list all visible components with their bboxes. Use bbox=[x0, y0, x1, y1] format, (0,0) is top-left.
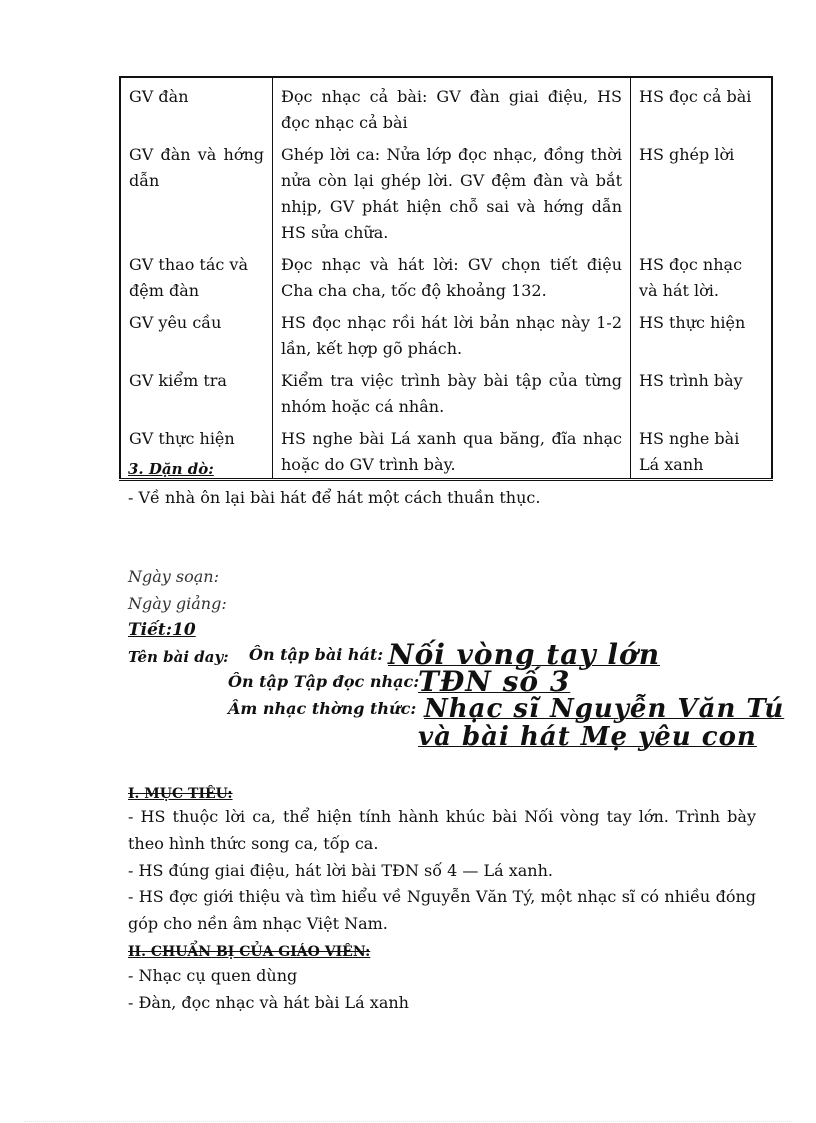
teacher-cell: GV đàn bbox=[120, 77, 273, 136]
student-cell: HS trình bày bbox=[631, 362, 773, 420]
teacher-cell bbox=[120, 136, 273, 246]
dan-do-text: - Về nhà ôn lại bài hát để hát một cách thuần thục. bbox=[128, 488, 541, 507]
music-appreciation-label: Âm nhạc thờng thức: bbox=[228, 699, 417, 718]
table-row bbox=[120, 362, 772, 420]
student-cell: HS ghép lời bbox=[631, 136, 773, 246]
activity-cell: HS nghe bài Lá xanh qua băng, đĩa nhạc hoặc do GV trình bày. bbox=[273, 420, 631, 480]
lesson-number: Tiết:10 bbox=[128, 620, 196, 640]
teacher-cell: GV yêu cầu bbox=[120, 304, 273, 362]
activity-cell: Đọc nhạc và hát lời: GV chọn tiết điệu Cha cha cha, tốc độ khoảng 132. bbox=[273, 246, 631, 304]
table-row bbox=[120, 77, 772, 136]
ngay-soan-label: Ngày soạn: bbox=[128, 567, 219, 586]
activity-cell: HS đọc nhạc rồi hát lời bản nhạc này 1-2 lần, kết hợp gõ phách. bbox=[273, 304, 631, 362]
activity-cell: Đọc nhạc cả bài: GV đàn giai điệu, HS đọc nhạc cả bài bbox=[273, 77, 631, 136]
table-row bbox=[120, 136, 772, 246]
table-row bbox=[120, 420, 772, 480]
page-bottom-rule bbox=[24, 1121, 792, 1122]
table-row bbox=[120, 246, 772, 304]
review-tdn-title: TĐN số 3 bbox=[418, 665, 571, 698]
teacher-text: GV đàn và hớng dẫn bbox=[129, 145, 264, 190]
preparation-heading: II. CHUẨN BỊ CỦA GIÁO VIÊN: bbox=[128, 944, 371, 960]
activity-table bbox=[119, 76, 773, 481]
student-cell: HS đọc nhạc và hát lời. bbox=[631, 246, 773, 304]
objective-item: - HS đợc giới thiệu và tìm hiểu về Nguyễn Văn Tý, một nhạc sĩ có nhiều đóng góp cho nền âm nhạc Việt Nam. bbox=[128, 887, 756, 933]
teacher-cell: GV thao tác và đệm đàn bbox=[120, 246, 273, 304]
music-appreciation-title-1: Nhạc sĩ Nguyễn Văn Tú bbox=[424, 694, 785, 724]
music-appreciation-title-2: và bài hát Mẹ yêu con bbox=[418, 722, 757, 752]
activity-cell: Kiểm tra việc trình bày bài tập của từng nhóm hoặc cá nhân. bbox=[273, 362, 631, 420]
lesson-name-label: Tên bài day: bbox=[128, 648, 229, 666]
table-row bbox=[120, 304, 772, 362]
review-song-label: Ôn tập bài hát: bbox=[249, 645, 384, 664]
dan-do-heading: 3. Dặn dò: bbox=[128, 460, 214, 478]
review-tdn-label: Ôn tập Tập đọc nhạc: bbox=[228, 672, 420, 691]
student-cell: HS nghe bài Lá xanh bbox=[631, 420, 773, 480]
objective-item: - HS thuộc lời ca, thể hiện tính hành khúc bài Nối vòng tay lớn. Trình bày theo hình thức song ca, tốp ca. bbox=[128, 807, 756, 853]
student-cell: HS thực hiện bbox=[631, 304, 773, 362]
activity-cell: Ghép lời ca: Nửa lớp đọc nhạc, đồng thời nửa còn lại ghép lời. GV đệm đàn và bắt nhịp, GV phát hiện chỗ sai và hớng dẫn HS sửa chữa. bbox=[273, 136, 631, 246]
objective-item: - HS đúng giai điệu, hát lời bài TĐN số 4 — Lá xanh. bbox=[128, 861, 553, 880]
teacher-cell: GV kiểm tra bbox=[120, 362, 273, 420]
preparation-item: - Đàn, đọc nhạc và hát bài Lá xanh bbox=[128, 993, 409, 1012]
student-cell: HS đọc cả bài bbox=[631, 77, 773, 136]
teacher-cell: GV thực hiện bbox=[120, 420, 273, 480]
preparation-item: - Nhạc cụ quen dùng bbox=[128, 966, 298, 985]
ngay-giang-label: Ngày giảng: bbox=[128, 594, 227, 613]
review-song-title: Nối vòng tay lớn bbox=[388, 638, 661, 671]
objectives-heading: I. MỤC TIÊU: bbox=[128, 786, 233, 802]
